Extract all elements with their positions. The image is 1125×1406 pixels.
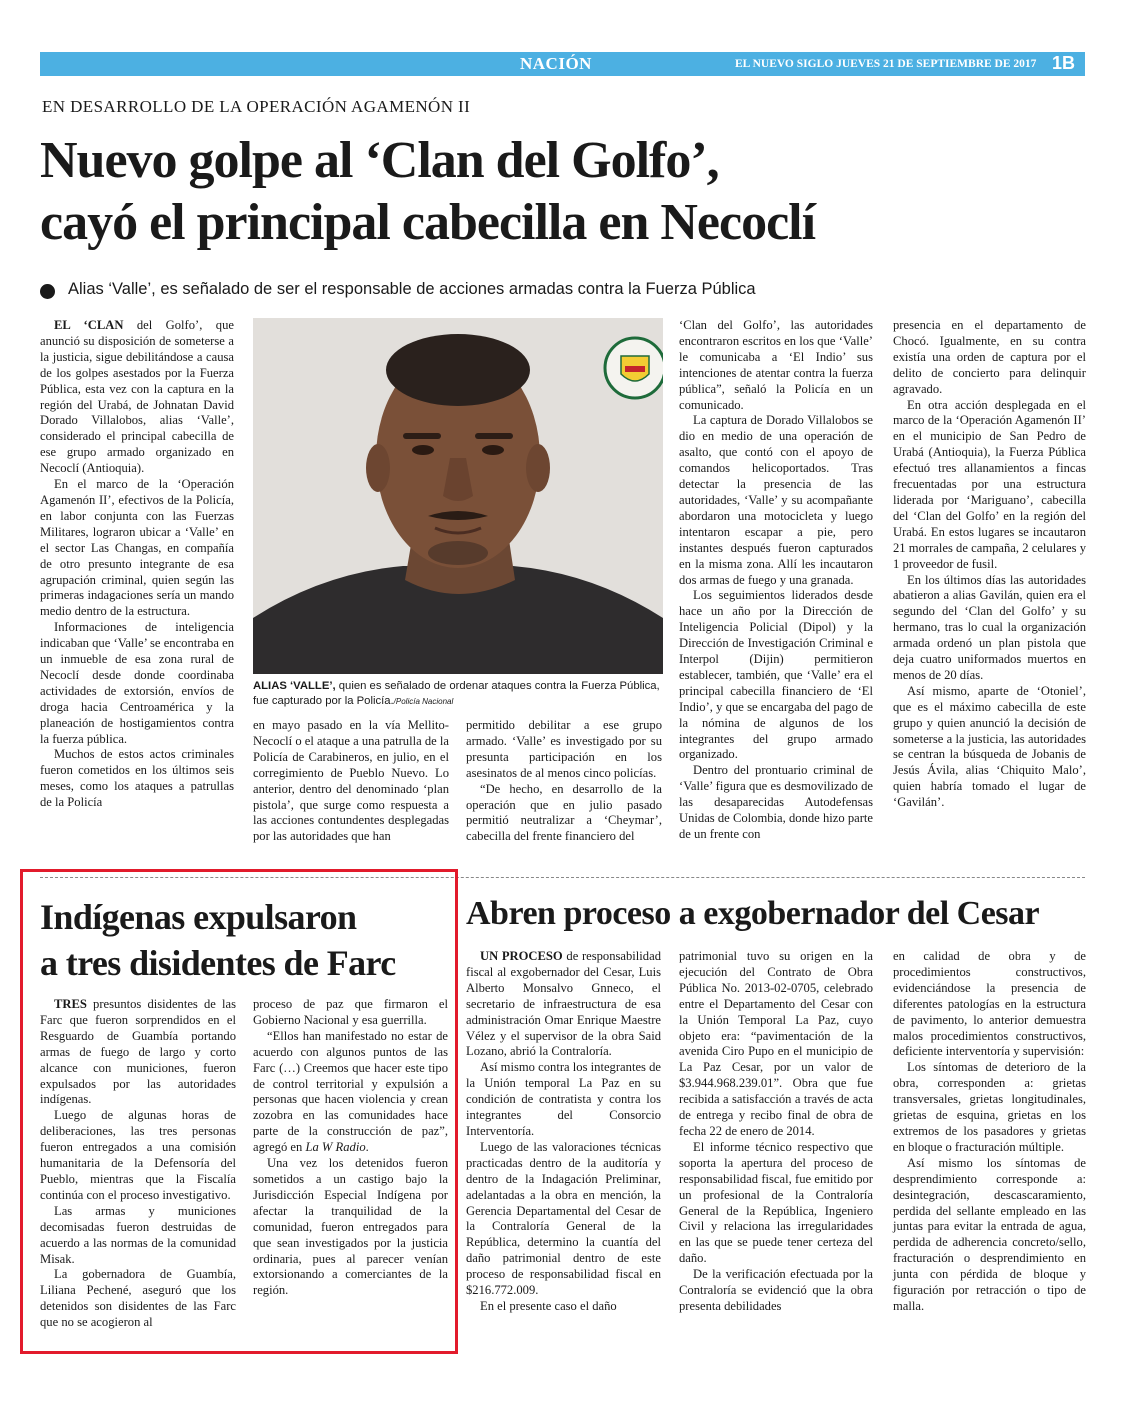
- paragraph: del Golfo’, que anunció su disposición de someterse a la justicia, sigue debilitándose a causa de los golpes asestados por la Fuerza Pública, esta vez con la captura en la región del Urabá, de Johnatan David Dorado Villalobos, alias ‘Valle’, considerado el principal cabecilla de ese grupo armado organizado en Necoclí (Antioquia).: [40, 318, 234, 476]
- subhead: Alias ‘Valle’, es señalado de ser el responsable de acciones armadas contra la Fuerza Pública: [68, 280, 756, 298]
- paragraph: en calidad de obra y de procedimientos constructivos, evidenciándose la presencia de diferentes patologías en la estructura de pavimento, lo anterior demuestra malos procedimientos constructivos, deficiente interventoría y supervisión:: [893, 949, 1086, 1059]
- paragraph: Las armas y municiones decomisadas fueron destruidas de acuerdo a las normas de la comunidad Misak.: [40, 1203, 236, 1266]
- paragraph: Así mismo contra los integrantes de la Unión temporal La Paz en su condición de contratista y contra los integrantes del Consorcio Interventoría.: [466, 1060, 661, 1138]
- paragraph: Luego de las valoraciones técnicas practicadas dentro de la auditoría y dentro de la Indagación Preliminar, adelantadas a la obra en mención, la Gerencia Departamental del Cesar de la Contraloría General de la República, determino la cuantía del daño patrimonial dentro de este proceso de responsabilidad fiscal en $216.772.009.: [466, 1139, 661, 1298]
- paragraph: Los seguimientos liderados desde hace un año por la Dirección de Inteligencia Policial (Dipol) y la Dirección de Investigación Criminal e Interpol (Dijin) permitieron establecer, también, que ‘Valle’ era el principal cabecilla financiero de ‘El Indio’, y que se encargaba del pago de la nómina de algunos de los integrantes del grupo armado organizado.: [679, 588, 873, 762]
- paragraph: La gobernadora de Guambía, Liliana Pechené, aseguró que los detenidos son disidentes de las Farc que no se acogieron al: [40, 1267, 236, 1330]
- paragraph: ‘Clan del Golfo’, las autoridades encontraron escritos en los que ‘Valle’ le comunicaba a ‘El Indio’ sus intenciones de atentar contra la fuerza pública”, señaló la Policía en un comunicado.: [679, 318, 873, 412]
- left-story-column-2: [253, 997, 448, 1299]
- paragraph: presuntos disidentes de las Farc que fueron sorprendidos en el Resguardo de Guambía portando armas de fuego de largo y corto alcance con municiones, fueron expulsados por las autoridades indígenas.: [40, 997, 236, 1107]
- paragraph: En el marco de la ‘Operación Agamenón II’, efectivos de la Policía, en labor conjunta con las Fuerzas Militares, lograron ubicar a ‘Valle’ en el sector Las Changas, en compañía de otro presunto integrante de esa agrupación criminal, quien según las primeras indagaciones sería un mando medio dentro de la estructura.: [40, 477, 234, 619]
- main-story-column-2: [253, 718, 449, 845]
- right-story-column-1: [466, 949, 661, 1315]
- paragraph: proceso de paz que firmaron el Gobierno Nacional y esa guerrilla.: [253, 997, 448, 1027]
- lead-in: EL ‘CLAN: [54, 318, 124, 332]
- main-headline: [40, 130, 1090, 254]
- page-number: 1B: [1052, 53, 1076, 73]
- paragraph: Luego de algunas horas de deliberaciones, las tres personas fueron entregados a una comisión humanitaria de la Defensoría del Pueblo, mientras que la Fiscalía continúa con el proceso investigativo.: [40, 1108, 236, 1202]
- lead-in: TRES: [54, 997, 87, 1011]
- paragraph: Así mismo los síntomas de desprendimiento corresponde a: desintegración, descascaramiento, perdida del sellante empleado en las juntas para evitar la entrada de agua, perdida de adherencia concreto/sello, fracturación o desprendimiento en junta con pérdida de bloque y figuración por retracción o tipo de malla.: [893, 1155, 1086, 1313]
- lead-in: UN PROCESO: [480, 949, 563, 963]
- photo-credit: /Policía Nacional: [393, 697, 454, 706]
- main-headline-line1: Nuevo golpe al ‘Clan del Golfo’,: [40, 132, 719, 189]
- main-story-column-3: [466, 718, 662, 845]
- paragraph: En el presente caso el daño: [480, 1298, 617, 1313]
- paragraph: Así mismo, aparte de ‘Otoniel’, que es el máximo cabecilla de este grupo y quien anunció la decisión de someterse a la justicia, las autoridades se centran la búsqueda de Jobanis de Jesús Ávila, alias ‘Chiquito Malo’, quien habría tomado el lugar de ‘Gavilán’.: [893, 683, 1086, 810]
- punctuation: .: [365, 1140, 369, 1155]
- left-headline-line2: a tres disidentes de Farc: [40, 943, 396, 983]
- suspect-photo: [253, 318, 663, 674]
- masthead-date: EL NUEVO SIGLO JUEVES 21 DE SEPTIEMBRE DE 2017: [735, 58, 1037, 70]
- caption-lead: ALIAS ‘VALLE’,: [253, 680, 336, 692]
- left-story-column-1: [40, 997, 236, 1331]
- main-story-column-5: [893, 318, 1086, 811]
- paragraph: Los síntomas de deterioro de la obra, corresponden a: grietas transversales, grietas longitudinales, grietas de esquina, grietas en los extremos de los pasadores y grietas en bloque o fracturación múltiple.: [893, 1060, 1086, 1154]
- paragraph: “De hecho, en desarrollo de la operación que en julio pasado permitió neutralizar a ‘Cheymar’, cabecilla del frente financiero del: [466, 781, 662, 844]
- paragraph: Dentro del prontuario criminal de ‘Valle’ figura que es desmovilizado de las desaparecidas Autodefensas Unidas de Colombia, donde hizo parte de un frente con: [679, 763, 873, 841]
- caption-text: quien es señalado de ordenar ataques contra la Fuerza Pública, fue capturado por la Policía.: [253, 680, 660, 707]
- paragraph: patrimonial tuvo su origen en la ejecución del Contrato de Obra Pública No. 2013-02-0705, celebrado entre el Departamento del Cesar con la Unión Temporal La Paz, cuyo objeto era: “pavimentación de la avenida Ciro Pupo en el municipio de La Paz Cesar, por un valor de $3.944.968.239.01”. Obra que fue recibida a satisfacción a través de acta de entrega y recibo final de obra de fecha 22 de enero de 2014.: [679, 949, 873, 1138]
- paragraph: De la verificación efectuada por la Contraloría se evidenció que la obra presenta debilidades: [679, 1267, 873, 1313]
- paragraph: presencia en el departamento de Chocó. Igualmente, en su contra existía una orden de captura por el delito de concierto para delinquir agravado.: [893, 318, 1086, 396]
- main-headline-line2: cayó el principal cabecilla en Necoclí: [40, 194, 816, 251]
- paragraph: en mayo pasado en la vía Mellito-Necoclí o el ataque a una patrulla de la Policía de Carabineros, en julio, en el corregimiento de Pueblo Nuevo. Lo anterior, dentro del denominado ‘plan pistola’, que surge como respuesta a las acciones contundentes desplegadas por las autoridades que han: [253, 718, 449, 844]
- bullet-icon: [40, 284, 55, 299]
- right-story-headline: Abren proceso a exgobernador del Cesar: [466, 895, 1040, 932]
- paragraph: permitido debilitar a ese grupo armado. ‘Valle’ es investigado por su presunta participación en los asesinatos de al menos cinco policías.: [466, 718, 662, 780]
- kicker: EN DESARROLLO DE LA OPERACIÓN AGAMENÓN II: [42, 97, 471, 116]
- paragraph: Una vez los detenidos fueron sometidos a un castigo bajo la Jurisdicción Especial Indígena por afectar la tranquilidad de la comunidad, fueron entregados para que sean investigados por la justicia ordinaria, pues al parecer venían extorsionando a comerciantes de la región.: [253, 1156, 448, 1298]
- right-story-column-2: [679, 949, 873, 1315]
- paragraph: Informaciones de inteligencia indicaban que ‘Valle’ se encontraba en un inmueble de esa zona rural de Necoclí desde donde coordinaba actividades de extorsión, envíos de droga hacia Centroamérica y la planeación de hostigamientos contra la fuerza pública.: [40, 620, 234, 746]
- paragraph: Muchos de estos actos criminales fueron cometidos en los últimos seis meses, como los ataques a patrullas de la Policía: [40, 747, 234, 810]
- paragraph: El informe técnico respectivo que soporta la apertura del proceso de responsabilidad fiscal, fue emitido por un profesional de la Contraloría General de la República, Ingeniero Civil y relaciona las irregularidades en las que se puede tener certeza del daño.: [679, 1139, 873, 1266]
- left-story-headline: [40, 894, 450, 986]
- photo-caption: [253, 679, 663, 709]
- paragraph: En otra acción desplegada en el marco de la ‘Operación Agamenón II’ en el municipio de San Pedro de Urabá (Antioquia), la Fuerza Pública efectuó tres allanamientos a fincas frecuentadas por una estructura liderada por ‘Mariguano’, cabecilla del ‘Clan del Golfo’ en la región del Urabá. En estos lugares se incautaron 21 morrales de campaña, 2 celulares y 1 proveedor de fusil.: [893, 397, 1086, 571]
- main-story-column-1: [40, 318, 234, 811]
- left-headline-line1: Indígenas expulsaron: [40, 897, 357, 937]
- paragraph: En los últimos días las autoridades abatieron a alias Gavilán, quien era el segundo del ‘Clan del Golfo’ y su hermano, tras lo cual la organización armada ordenó un plan pistola que deja cuatro uniformados muertos en menos de 20 días.: [893, 572, 1086, 682]
- paragraph: “Ellos han manifestado no estar de acuerdo con algunos puntos de las Farc (…) Creemos que hacer este tipo de control territorial y expulsión a personas que hacen violencia y crean zozobra en las comunidades hace parte de la construcción de paz”, agregó en: [253, 1028, 448, 1155]
- paragraph: de responsabilidad fiscal al exgobernador del Cesar, Luis Alberto Monsalvo Gnneco, el secretario de infraestructura de esa administración Omar Enrique Maestre Vélez y el supervisor de la obra Said Lozano, abrió la Contraloría.: [466, 949, 661, 1059]
- right-story-column-3: [893, 949, 1086, 1315]
- source-name: La W Radio: [305, 1140, 366, 1155]
- section-name: NACIÓN: [520, 54, 592, 73]
- police-shield-icon: [605, 338, 663, 398]
- paragraph: La captura de Dorado Villalobos se dio en medio de una operación de asalto, que contó con el apoyo de comandos helicoportados. Tras detectar la presencia de las autoridades, ‘Valle’ y su acompañante abordaron una motocicleta y luego intentaron escapar a pie, pero instantes después fueron capturados en la misma zona. Allí les incautaron dos armas de fuego y una granada.: [679, 413, 873, 587]
- main-story-column-4: [679, 318, 873, 843]
